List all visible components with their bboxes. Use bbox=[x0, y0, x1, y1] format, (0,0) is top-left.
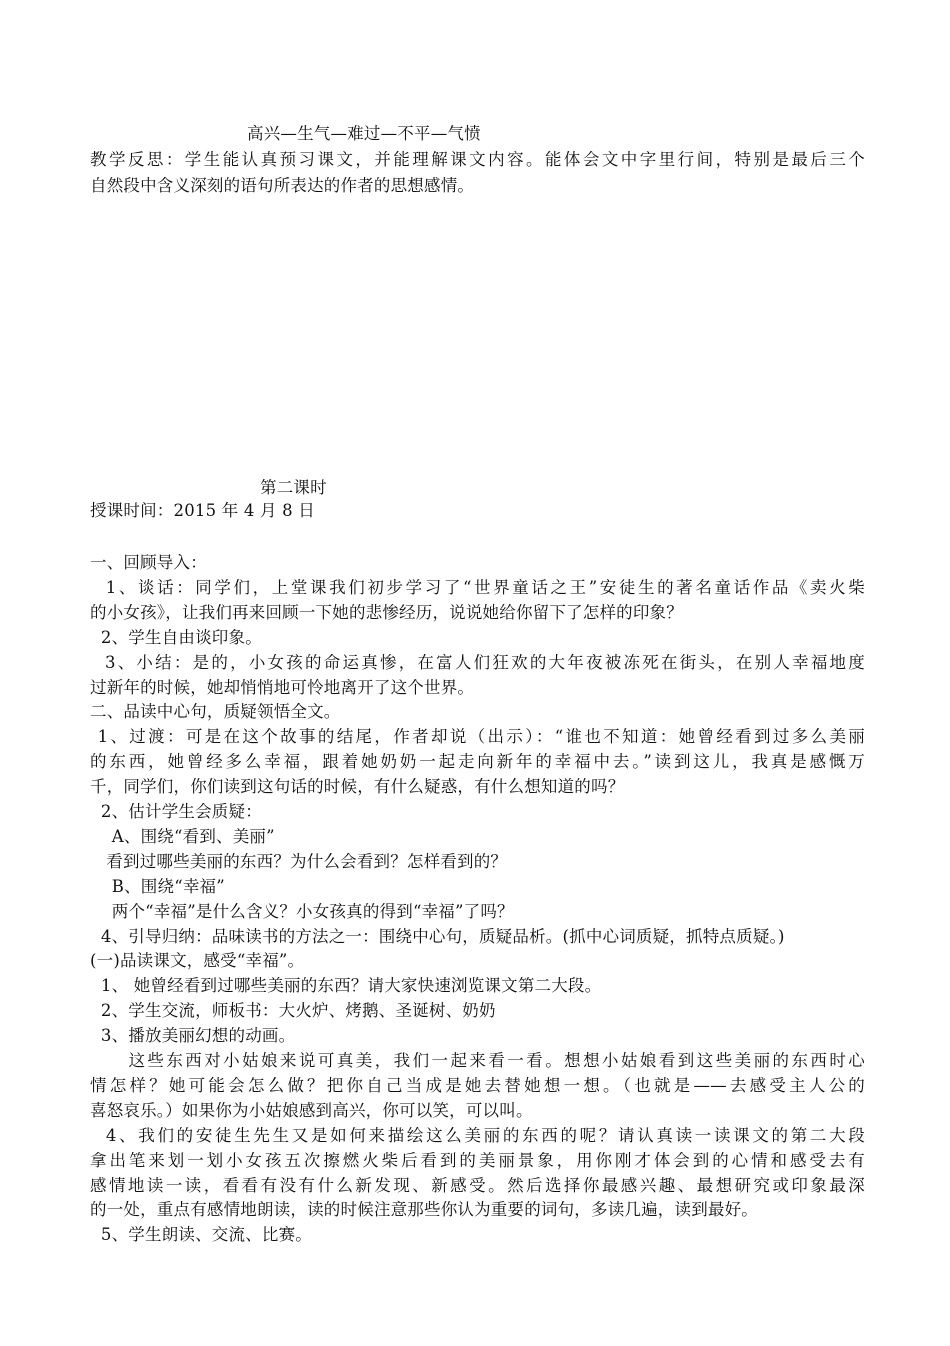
body-line: 喜怒哀乐。）如果你为小姑娘感到高兴，你可以笑，可以叫。 bbox=[90, 1100, 533, 1120]
body-line: A、围绕“看到、美丽” bbox=[90, 826, 275, 846]
lesson-date: 授课时间：2015 年 4 月 8 日 bbox=[90, 501, 316, 520]
body-line: B、围绕“幸福” bbox=[90, 876, 225, 896]
body-line: 2、学生交流，师板书：大火炉、烤鹅、圣诞树、奶奶 bbox=[90, 1001, 496, 1021]
body-line: 看到过哪些美丽的东西？为什么会看到？怎样看到的？ bbox=[90, 851, 508, 871]
body-line: 拿出笔来划一划小女孩五次擦燃火柴后看到的美丽景象，用你刚才体会到的心情和感受去有 bbox=[90, 1150, 865, 1170]
body-line: 4、引导归纳：品味读书的方法之一：围绕中心句，质疑品析。(抓中心词质疑，抓特点质疑。) bbox=[90, 926, 785, 946]
body-line: 两个“幸福”是什么含义？小女孩真的得到“幸福”了吗？ bbox=[90, 901, 514, 921]
body-line: 一、回顾导入： bbox=[90, 553, 207, 572]
body-line: (一)品读课文，感受“幸福”。 bbox=[90, 951, 305, 971]
body-line: 的一处，重点有感情地朗读，读的时候注意那些你认为重要的词句，多读几遍，读到最好。 bbox=[90, 1200, 758, 1220]
body-line: 2、估计学生会质疑： bbox=[90, 802, 262, 821]
body-line: 过新年的时候，她却悄悄地可怜地离开了这个世界。 bbox=[90, 677, 475, 697]
body-line: 3、小结：是的，小女孩的命运真惨，在富人们狂欢的大年夜被冻死在街头，在别人幸福地度 bbox=[90, 652, 865, 672]
body-line: 3、播放美丽幻想的动画。 bbox=[90, 1026, 296, 1046]
body-line: 二、品读中心句，质疑领悟全文。 bbox=[90, 702, 341, 722]
body-line: 5、学生朗读、交流、比赛。 bbox=[90, 1225, 312, 1245]
body-line: 1、过渡：可是在这个故事的结尾，作者却说（出示）：“谁也不知道：她曾经看到过多么美丽 bbox=[90, 727, 865, 747]
body-line: 1、谈话：同学们，上堂课我们初步学习了“世界童话之王”安徒生的著名童话作品《卖火柴 bbox=[90, 577, 865, 597]
body-line: 2、学生自由谈印象。 bbox=[90, 627, 262, 647]
body-line: 千，同学们，你们读到这句话的时候，有什么疑惑，有什么想知道的吗？ bbox=[90, 777, 625, 797]
body-line: 的东西，她曾经多么幸福，跟着她奶奶一起走向新年的幸福中去。”读到这儿，我真是感慨万 bbox=[90, 752, 865, 772]
lesson-title: 第二课时 bbox=[260, 478, 327, 497]
body-line: 情怎样？她可能会怎么做？把你自己当成是她去替她想一想。（也就是——去感受主人公的 bbox=[90, 1075, 865, 1095]
body-line: 4、我们的安徒生先生又是如何来描绘这么美丽的东西的呢？请认真读一读课文的第二大段 bbox=[90, 1125, 865, 1145]
body-line: 感情地读一读，看看有没有什么新发现、新感受。然后选择你最感兴趣、最想研究或印象最深 bbox=[90, 1175, 865, 1195]
reflection-line-2: 自然段中含义深刻的语句所表达的作者的思想感情。 bbox=[90, 176, 475, 195]
body-line: 1、 她曾经看到过哪些美丽的东西？请大家快速浏览课文第二大段。 bbox=[90, 976, 602, 996]
emotion-chain: 高兴—生气—难过—不平—气愤 bbox=[247, 124, 481, 143]
reflection-line-1: 教学反思：学生能认真预习课文，并能理解课文内容。能体会文中字里行间，特别是最后三个 bbox=[90, 150, 865, 169]
body-line: 这些东西对小姑娘来说可真美，我们一起来看一看。想想小姑娘看到这些美丽的东西时心 bbox=[90, 1051, 865, 1070]
body-line: 的小女孩》，让我们再来回顾一下她的悲惨经历，说说她给你留下了怎样的印象？ bbox=[90, 602, 683, 622]
